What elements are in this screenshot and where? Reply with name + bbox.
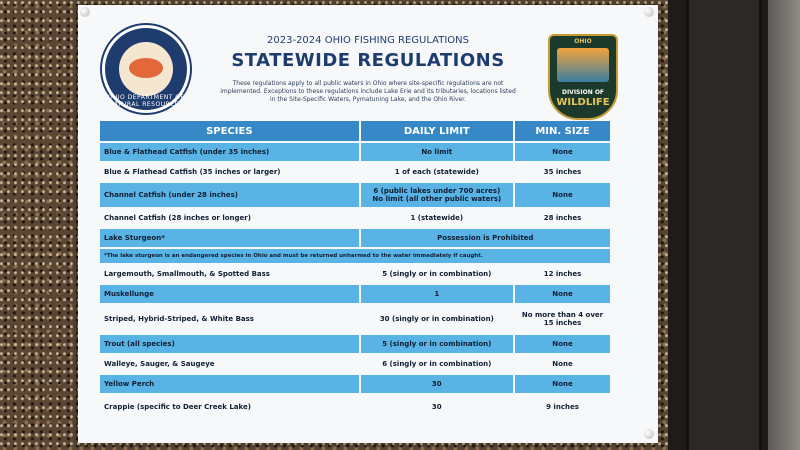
table-row	[100, 375, 612, 393]
min-size-cell: No more than 4 over 15 inches	[515, 305, 612, 333]
species-cell: Walleye, Sauger, & Saugeye	[100, 355, 361, 373]
table-header-row	[100, 121, 612, 141]
min-size-cell: None	[515, 285, 612, 303]
table-row	[100, 229, 612, 247]
table-row	[100, 285, 612, 303]
daily-limit-cell: 1 of each (statewide)	[361, 163, 515, 181]
species-cell: Striped, Hybrid-Striped, & White Bass	[100, 305, 361, 333]
pushpin	[644, 429, 654, 439]
odnr-logo	[102, 25, 190, 113]
min-size-cell: None	[515, 375, 612, 393]
table-row	[100, 335, 612, 353]
min-size-cell: 9 inches	[515, 395, 612, 419]
header-min-size: MIN. SIZE	[515, 121, 612, 141]
species-cell: Blue & Flathead Catfish (under 35 inches)	[100, 143, 361, 161]
table-row	[100, 209, 612, 227]
daily-limit-cell: 30	[361, 375, 515, 393]
min-size-cell: None	[515, 355, 612, 373]
odnr-logo-text: OHIO DEPARTMENT OF NATURAL RESOURCES	[107, 94, 185, 108]
daily-limit-cell: 1 (statewide)	[361, 209, 515, 227]
species-cell: Crappie (specific to Deer Creek Lake)	[100, 395, 361, 419]
species-cell: Trout (all species)	[100, 335, 361, 353]
sturgeon-note-cell: *The lake sturgeon is an endangered species in Ohio and must be returned unharmed to the water immediately if caught.	[100, 249, 612, 263]
species-cell: Muskellunge	[100, 285, 361, 303]
min-size-cell: 35 inches	[515, 163, 612, 181]
min-size-cell: None	[515, 183, 612, 207]
table-row	[100, 355, 612, 373]
door-frame-edge	[768, 0, 800, 450]
table-row	[100, 183, 612, 207]
wildlife-logo-line2: WILDLIFE	[556, 97, 610, 108]
daily-limit-cell: 5 (singly or in combination)	[361, 335, 515, 353]
fish-icon	[129, 58, 163, 78]
daily-limit-cell: 30	[361, 395, 515, 419]
species-cell: Channel Catfish (under 28 inches)	[100, 183, 361, 207]
header-species: SPECIES	[100, 121, 361, 141]
daily-limit-cell: 30 (singly or in combination)	[361, 305, 515, 333]
species-cell: Blue & Flathead Catfish (35 inches or larger)	[100, 163, 361, 181]
species-cell: Channel Catfish (28 inches or longer)	[100, 209, 361, 227]
min-size-cell: 12 inches	[515, 265, 612, 283]
sign-title: STATEWIDE REGULATIONS	[231, 50, 505, 71]
door-frame	[668, 0, 800, 450]
table-row	[100, 249, 612, 263]
wildlife-logo-line1: DIVISION OF	[561, 89, 605, 96]
daily-limit-cell: 1	[361, 285, 515, 303]
sign-supertitle: 2023-2024 OHIO FISHING REGULATIONS	[267, 35, 469, 46]
species-cell: Yellow Perch	[100, 375, 361, 393]
door-frame-inner	[686, 0, 762, 450]
regulations-table-body	[100, 143, 612, 419]
regulations-table	[100, 119, 612, 421]
pushpin	[644, 7, 654, 17]
daily-limit-cell: 6 (public lakes under 700 acres) No limit (all other public waters)	[361, 183, 515, 207]
species-cell: Lake Sturgeon*	[100, 229, 361, 247]
species-cell: Largemouth, Smallmouth, & Spotted Bass	[100, 265, 361, 283]
header-daily-limit: DAILY LIMIT	[361, 121, 515, 141]
daily-limit-cell: 5 (singly or in combination)	[361, 265, 515, 283]
wildlife-scene-icon	[557, 48, 609, 82]
min-size-cell: None	[515, 143, 612, 161]
table-row	[100, 265, 612, 283]
min-size-cell: 28 inches	[515, 209, 612, 227]
daily-limit-cell: Possession is Prohibited	[361, 229, 612, 247]
table-row	[100, 305, 612, 333]
table-row	[100, 395, 612, 419]
regulations-sign	[78, 5, 658, 443]
wildlife-logo-state: OHIO	[574, 38, 592, 45]
sign-intro: These regulations apply to all public waters in Ohio where site-specific regulations are not implemented. Exceptions to these regulations include Lake Erie and its tributaries, locations listed in the Site-Specific Waters, Pymatuning Lake, and the Ohio River.	[220, 80, 516, 103]
table-row	[100, 163, 612, 181]
daily-limit-cell: 6 (singly or in combination)	[361, 355, 515, 373]
table-row	[100, 143, 612, 161]
daily-limit-cell: No limit	[361, 143, 515, 161]
pushpin	[80, 7, 90, 17]
division-of-wildlife-logo	[548, 34, 618, 120]
min-size-cell: None	[515, 335, 612, 353]
